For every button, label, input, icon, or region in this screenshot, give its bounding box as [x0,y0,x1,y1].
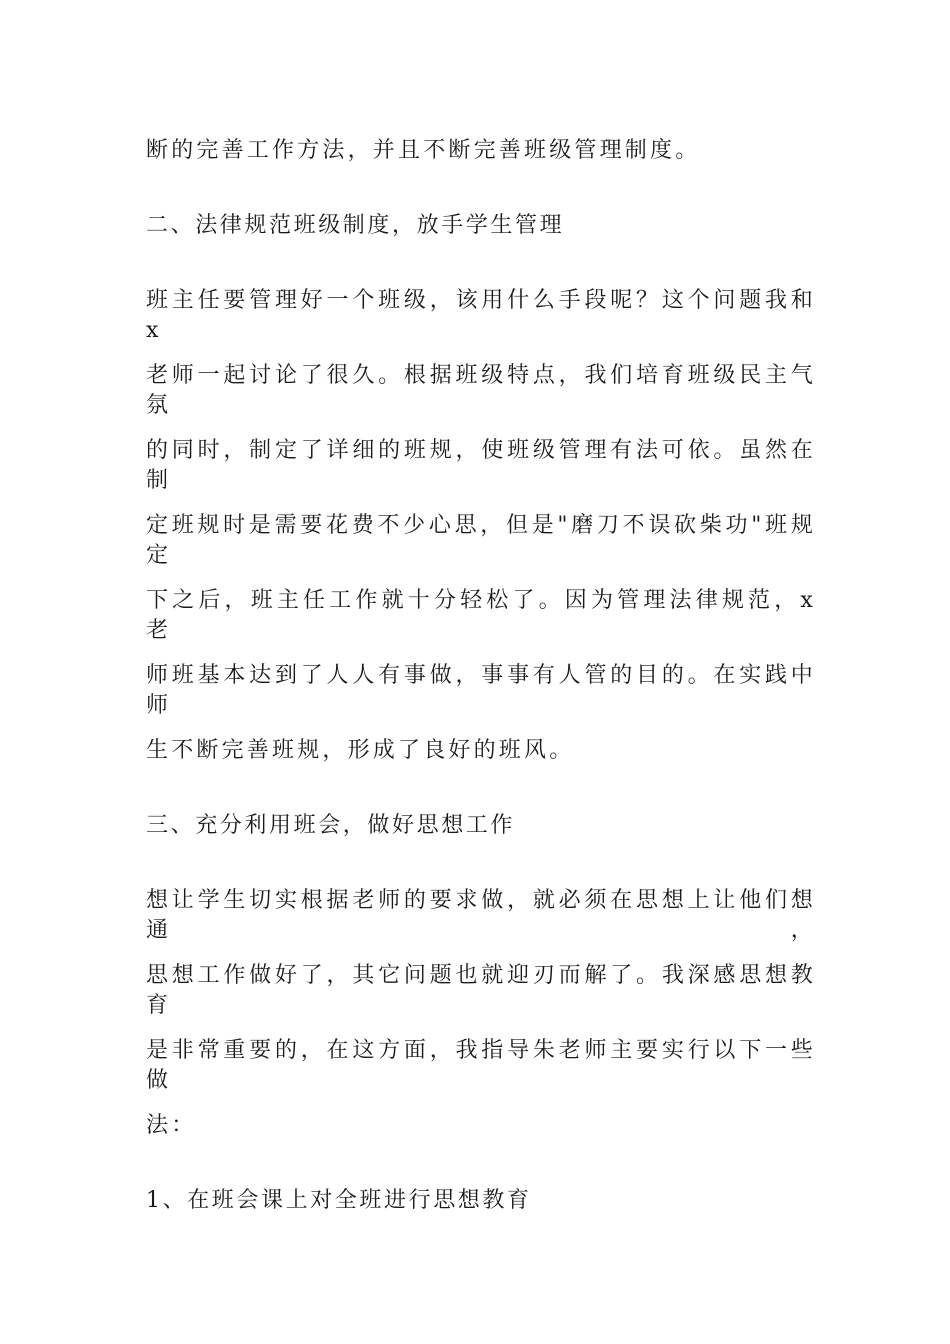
section-heading-3: 三、充分利用班会，做好思想工作 [146,813,516,838]
paragraph-line-12: 思想工作做好了，其它问题也就迎刃而解了。我深感思想教育 [146,963,816,1018]
paragraph-line-9: 生不断完善班规，形成了良好的班风。 [146,738,575,763]
paragraph-line-6: 定班规时是需要花费不少心思，但是"磨刀不误砍柴功"班规定 [146,513,816,568]
paragraph-line-14: 法： [146,1113,197,1138]
paragraph-line-13: 是非常重要的，在这方面，我指导朱老师主要实行以下一些做 [146,1038,816,1093]
section-heading-2: 二、法律规范班级制度，放手学生管理 [146,213,565,238]
paragraph-line-5: 的同时，制定了详细的班规，使班级管理有法可依。虽然在制 [146,438,816,493]
list-item-heading-1: 1、在班会课上对全班进行思想教育 [146,1188,532,1213]
paragraph-line-11: 想让学生切实根据老师的要求做，就必须在思想上让他们想通， [146,888,816,943]
paragraph-line-8: 师班基本达到了人人有事做，事事有人管的目的。在实践中师 [146,663,816,718]
paragraph-line-3: 班主任要管理好一个班级，该用什么手段呢？这个问题我和 x [146,288,816,343]
paragraph-line-7: 下之后，班主任工作就十分轻松了。因为管理法律规范，x 老 [146,588,816,643]
paragraph-line-1: 断的完善工作方法，并且不断完善班级管理制度。 [146,138,701,163]
paragraph-line-4: 老师一起讨论了很久。根据班级特点，我们培育班级民主气氛 [146,363,816,418]
